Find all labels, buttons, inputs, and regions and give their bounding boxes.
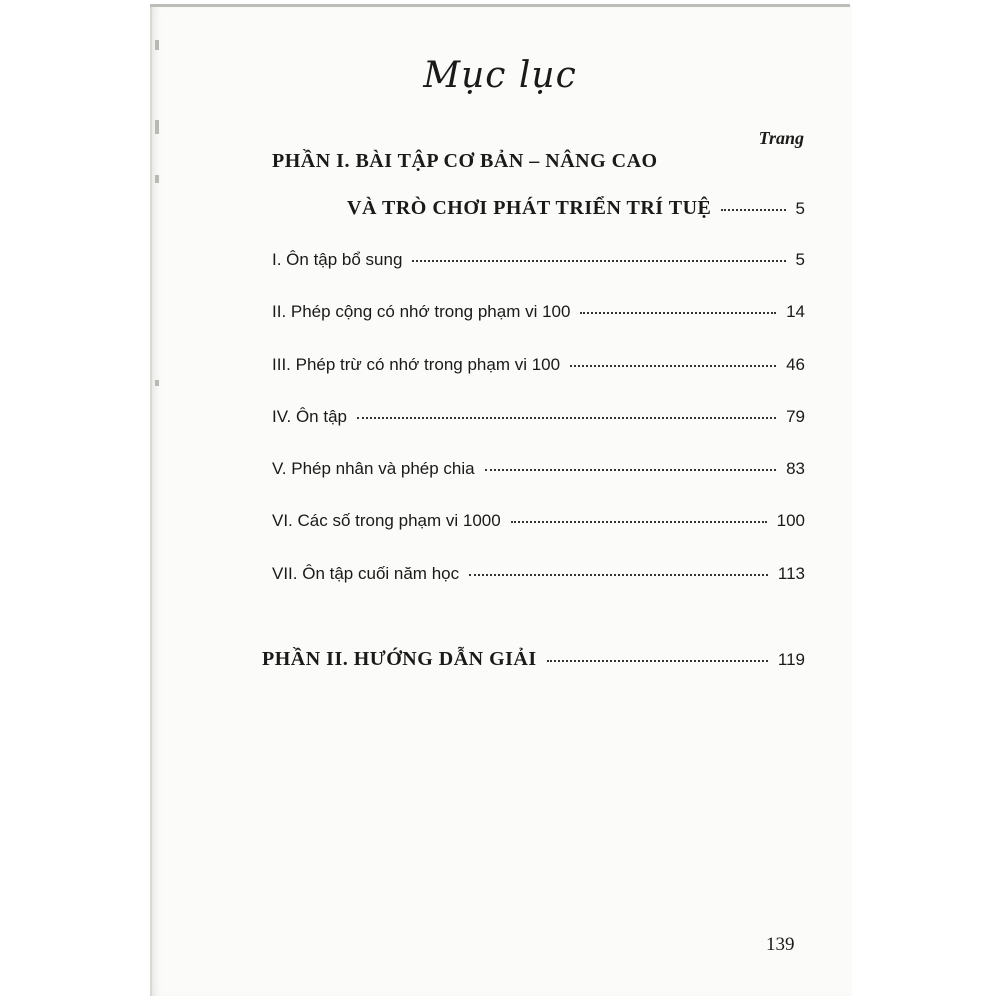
page-edge: [150, 4, 850, 7]
toc-entry-label: III. Phép trừ có nhớ trong phạm vi 100: [272, 355, 561, 374]
part2-page-number: 119: [777, 650, 805, 669]
toc-entry-label: I. Ôn tập bổ sung: [272, 250, 403, 269]
part1-page-number: 5: [795, 199, 805, 218]
toc-entry-label: II. Phép cộng có nhớ trong phạm vi 100: [272, 302, 571, 321]
toc-entry: [272, 459, 805, 479]
part1-heading-line2-row: [347, 197, 805, 220]
toc-entry-label: V. Phép nhân và phép chia: [272, 459, 475, 478]
page-column-label: Trang: [758, 128, 804, 148]
spine-mark: [155, 120, 159, 134]
toc-entry-page: 83: [786, 459, 805, 478]
toc-entry-page: 79: [786, 407, 805, 426]
toc-entry: [272, 250, 805, 270]
toc-entry: [272, 302, 805, 322]
toc-entry-label: IV. Ôn tập: [272, 407, 347, 426]
part2-heading: PHẦN II. HƯỚNG DẪN GIẢI: [262, 648, 537, 670]
toc-entry-page: 100: [776, 511, 805, 530]
dot-leader: [357, 417, 776, 419]
toc-entry-page: 46: [786, 355, 805, 374]
dot-leader: [547, 660, 768, 662]
toc-entry: [272, 407, 805, 427]
toc-title: Mục lục: [423, 55, 577, 96]
part2-row: [262, 648, 805, 671]
toc-entry-page: 5: [795, 250, 805, 269]
toc-entry-label: VI. Các số trong phạm vi 1000: [272, 511, 501, 530]
footer-page-number: 139: [766, 934, 795, 955]
dot-leader: [511, 521, 767, 523]
part1-heading-line2: VÀ TRÒ CHƠI PHÁT TRIỂN TRÍ TUỆ: [347, 197, 712, 219]
dot-leader: [485, 469, 776, 471]
dot-leader: [412, 260, 785, 262]
dot-leader: [580, 312, 776, 314]
toc-entry: [272, 564, 805, 584]
toc-entry: [272, 511, 805, 531]
part1-heading-line1: PHẦN I. BÀI TẬP CƠ BẢN – NÂNG CAO: [272, 150, 658, 172]
toc-entry-page: 113: [777, 564, 805, 583]
dot-leader: [570, 365, 776, 367]
toc-entry-page: 14: [786, 302, 805, 321]
dot-leader: [469, 574, 768, 576]
toc-entry-label: VII. Ôn tập cuối năm học: [272, 564, 460, 583]
spine-mark: [155, 380, 159, 386]
spine-mark: [155, 40, 159, 50]
toc-entry: [272, 355, 805, 375]
spine-mark: [155, 175, 159, 183]
dot-leader: [721, 209, 785, 211]
